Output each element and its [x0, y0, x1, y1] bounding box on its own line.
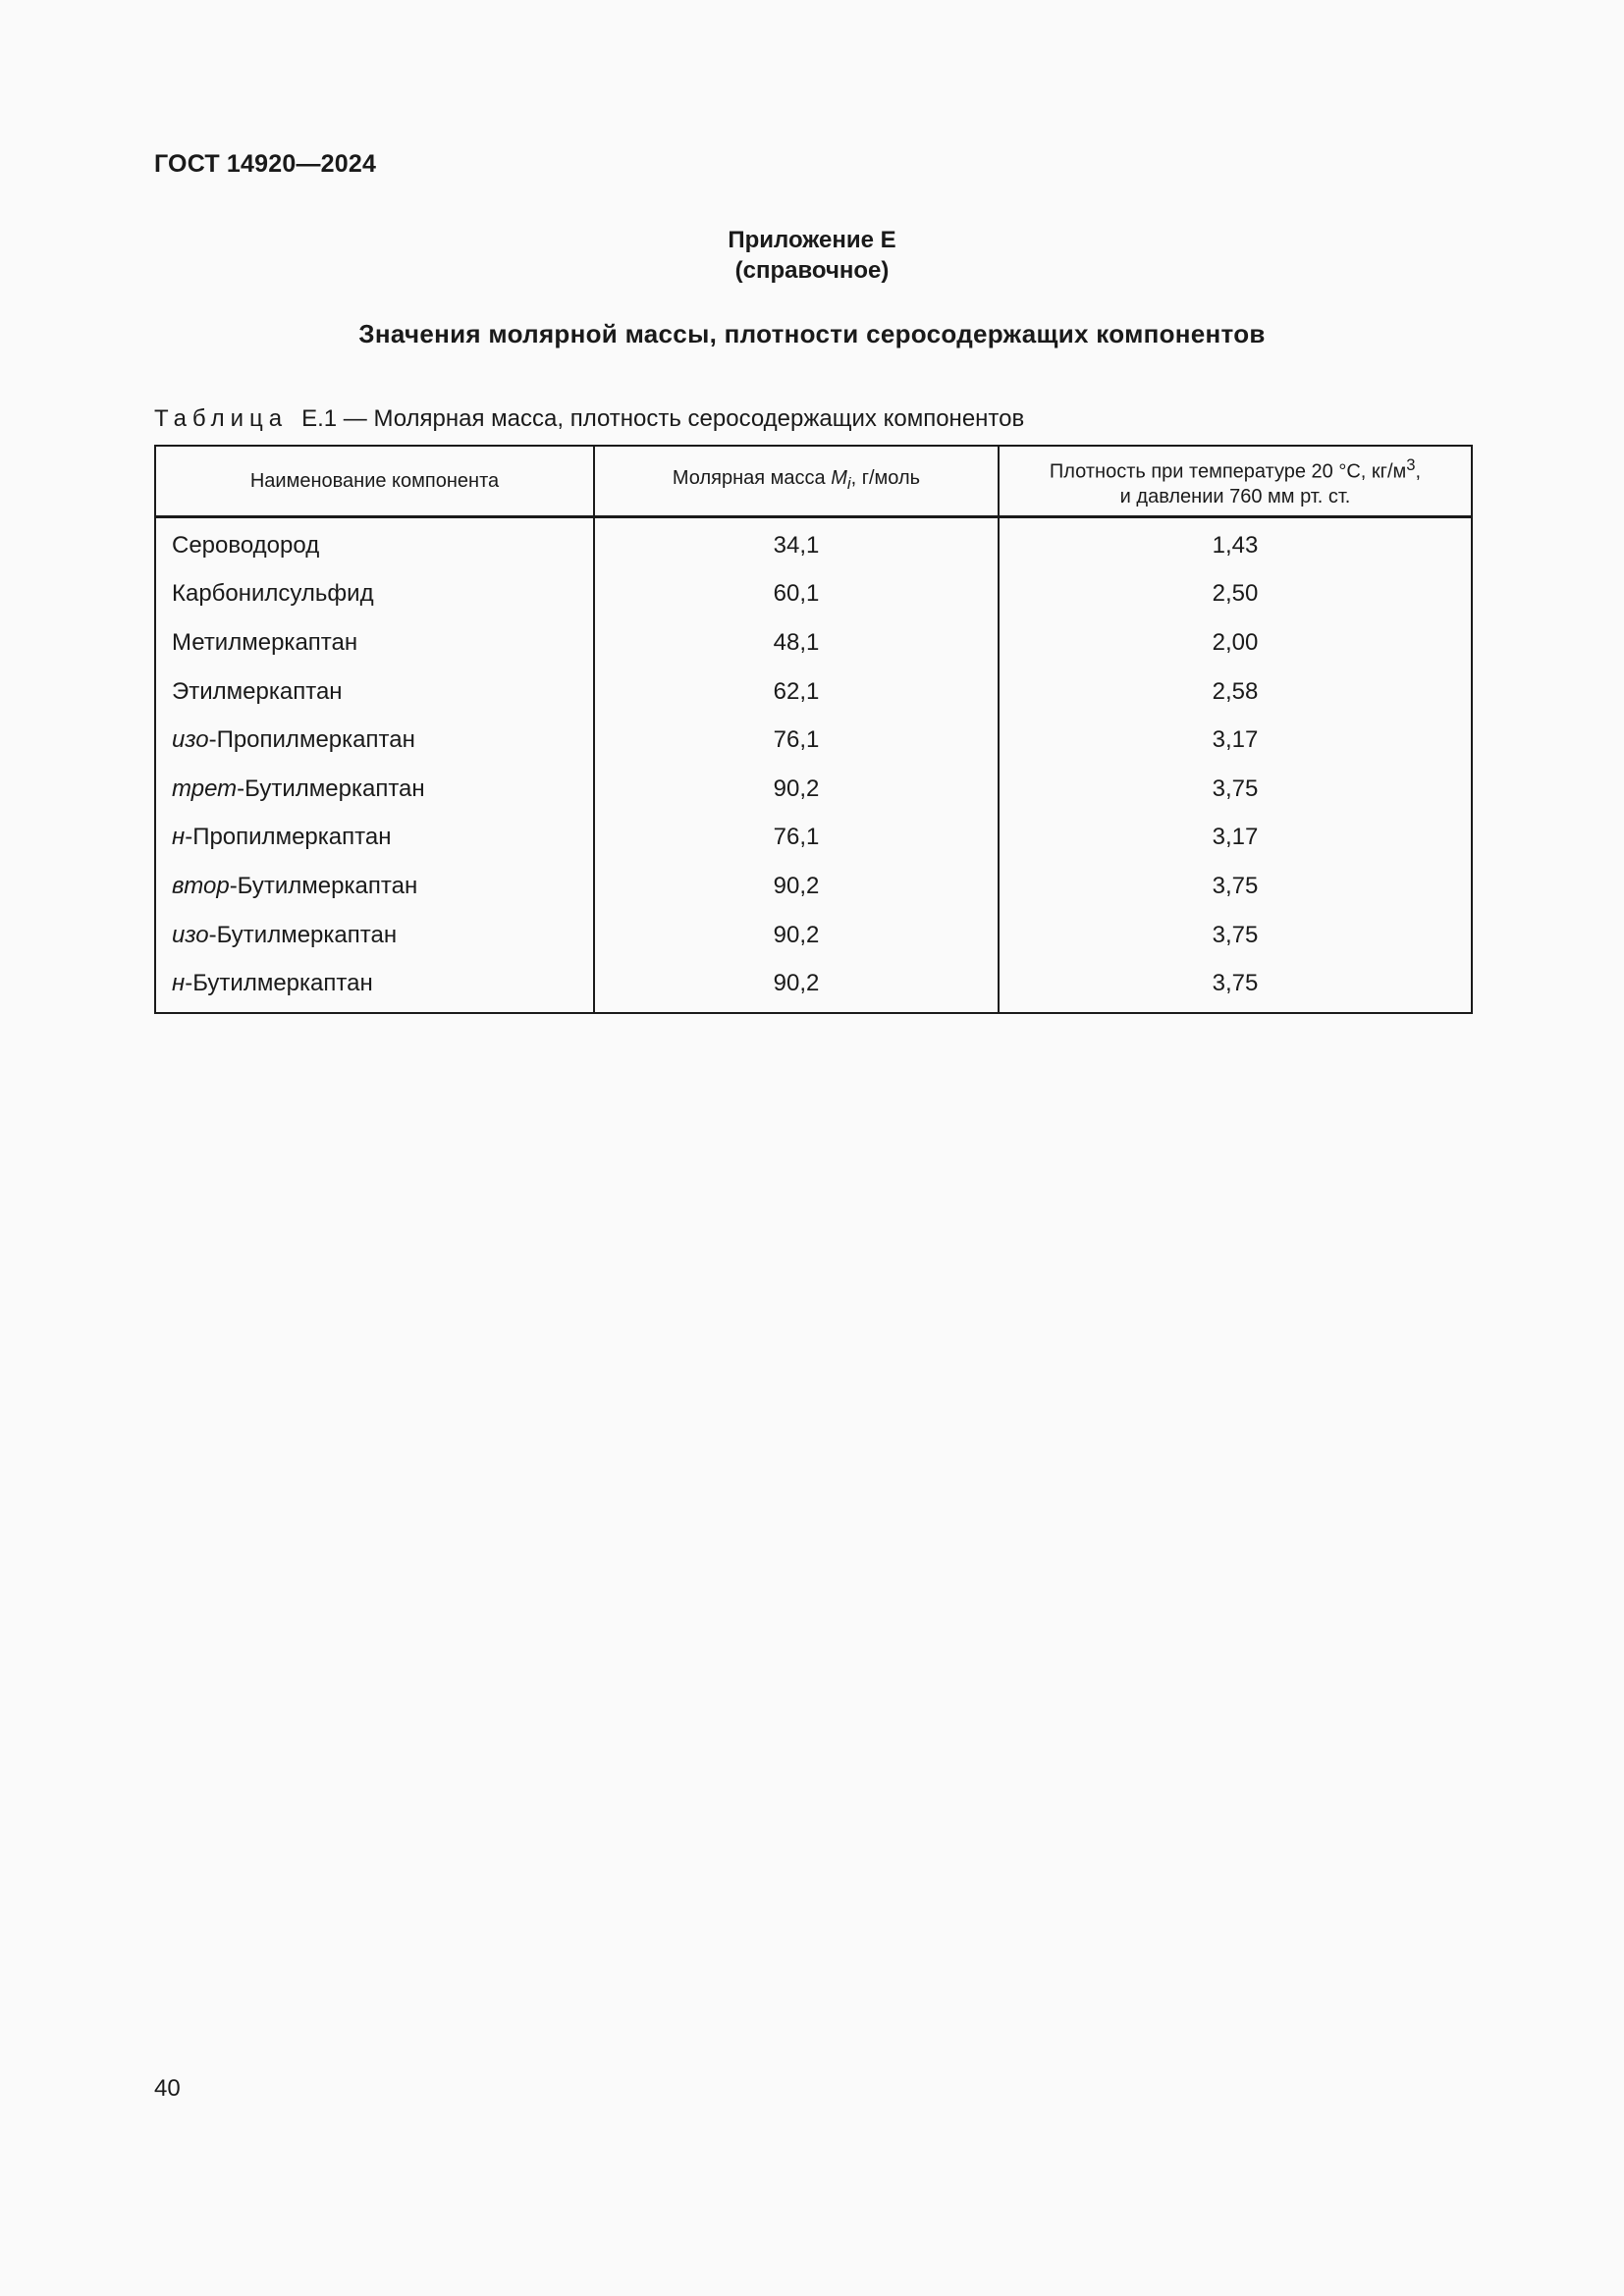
- cell-density: 3,17: [1212, 726, 1259, 754]
- cell-molar-mass: 76,1: [594, 716, 999, 765]
- table-row: [155, 716, 1472, 765]
- name-prefix: трет: [172, 774, 238, 802]
- cell-density: 2,58: [1212, 677, 1259, 705]
- cell-molar-mass: 90,2: [594, 862, 999, 911]
- table-caption-text: Е.1 — Молярная масса, плотность серосодержащих компонентов: [301, 405, 1025, 432]
- name-prefix: втор: [172, 872, 230, 899]
- cell-molar-mass: 90,2: [594, 959, 999, 1013]
- name-text: Сероводород: [172, 531, 320, 559]
- document-header: ГОСТ 14920—2024: [154, 150, 377, 178]
- table-body: [155, 517, 1472, 1013]
- name-prefix: н: [172, 824, 186, 851]
- name-text: Метилмеркаптан: [172, 628, 358, 656]
- cell-density: 1,43: [1212, 531, 1259, 559]
- table-row: [155, 618, 1472, 667]
- cell-molar-mass: 48,1: [594, 618, 999, 667]
- table-row: [155, 959, 1472, 1013]
- table-row: [155, 911, 1472, 960]
- molar-symbol: M: [831, 467, 847, 489]
- name-text: -Пропилмеркаптан: [208, 726, 415, 754]
- cell-component-name: [155, 814, 594, 863]
- name-text: Этилмеркаптан: [172, 677, 343, 705]
- density-unit-sup: 3: [1406, 455, 1416, 475]
- density-condition: и давлении 760 мм рт. ст.: [1119, 485, 1351, 507]
- cell-component-name: [155, 667, 594, 717]
- name-prefix: изо: [172, 726, 209, 754]
- molar-subscript: i: [846, 474, 851, 493]
- molar-label: Молярная масса: [672, 467, 832, 489]
- table-row: [155, 765, 1472, 814]
- name-text: -Бутилмеркаптан: [185, 970, 373, 997]
- column-header-name: Наименование компонента: [155, 446, 594, 517]
- name-text: -Пропилмеркаптан: [185, 824, 392, 851]
- table-row: [155, 570, 1472, 619]
- cell-density: 3,75: [1212, 872, 1259, 899]
- cell-component-name: [155, 959, 594, 1013]
- table-header-row: [155, 446, 1472, 517]
- cell-density: 3,17: [1212, 824, 1259, 851]
- cell-component-name: [155, 716, 594, 765]
- annex-status: (справочное): [734, 257, 890, 284]
- cell-molar-mass: 34,1: [594, 517, 999, 570]
- annex-title: Приложение Е: [728, 227, 896, 253]
- table-row: [155, 517, 1472, 570]
- name-text: -Бутилмеркаптан: [229, 872, 418, 899]
- cell-component-name: [155, 517, 594, 570]
- table-caption: [154, 405, 1024, 433]
- cell-component-name: [155, 765, 594, 814]
- table-row: [155, 862, 1472, 911]
- cell-molar-mass: 60,1: [594, 570, 999, 619]
- name-prefix: изо: [172, 921, 209, 948]
- density-comma: ,: [1415, 460, 1422, 483]
- cell-molar-mass: 62,1: [594, 667, 999, 717]
- page-number: 40: [154, 2075, 181, 2102]
- cell-density: 3,75: [1212, 774, 1259, 802]
- name-text: Карбонилсульфид: [172, 580, 374, 608]
- table-caption-word: Таблица: [154, 405, 289, 432]
- cell-density: 3,75: [1212, 921, 1259, 948]
- cell-component-name: [155, 862, 594, 911]
- density-label: Плотность при температуре 20 °С, кг/м: [1049, 460, 1407, 483]
- cell-molar-mass: 90,2: [594, 765, 999, 814]
- table-row: [155, 814, 1472, 863]
- cell-density: 2,00: [1212, 628, 1259, 656]
- name-text: -Бутилмеркаптан: [208, 921, 398, 948]
- cell-molar-mass: 90,2: [594, 911, 999, 960]
- column-header-molar-mass: [594, 446, 999, 517]
- cell-molar-mass: 76,1: [594, 814, 999, 863]
- cell-density: 2,50: [1212, 580, 1259, 608]
- molar-unit: , г/моль: [850, 467, 921, 489]
- cell-component-name: [155, 911, 594, 960]
- section-heading: Значения молярной массы, плотности серосодержащих компонентов: [358, 319, 1266, 348]
- cell-component-name: [155, 570, 594, 619]
- name-prefix: н: [172, 970, 186, 997]
- cell-component-name: [155, 618, 594, 667]
- column-header-density: [999, 446, 1472, 517]
- table-row: [155, 667, 1472, 717]
- cell-density: 3,75: [1212, 970, 1259, 997]
- components-table: [154, 445, 1473, 1014]
- name-text: -Бутилмеркаптан: [237, 774, 425, 802]
